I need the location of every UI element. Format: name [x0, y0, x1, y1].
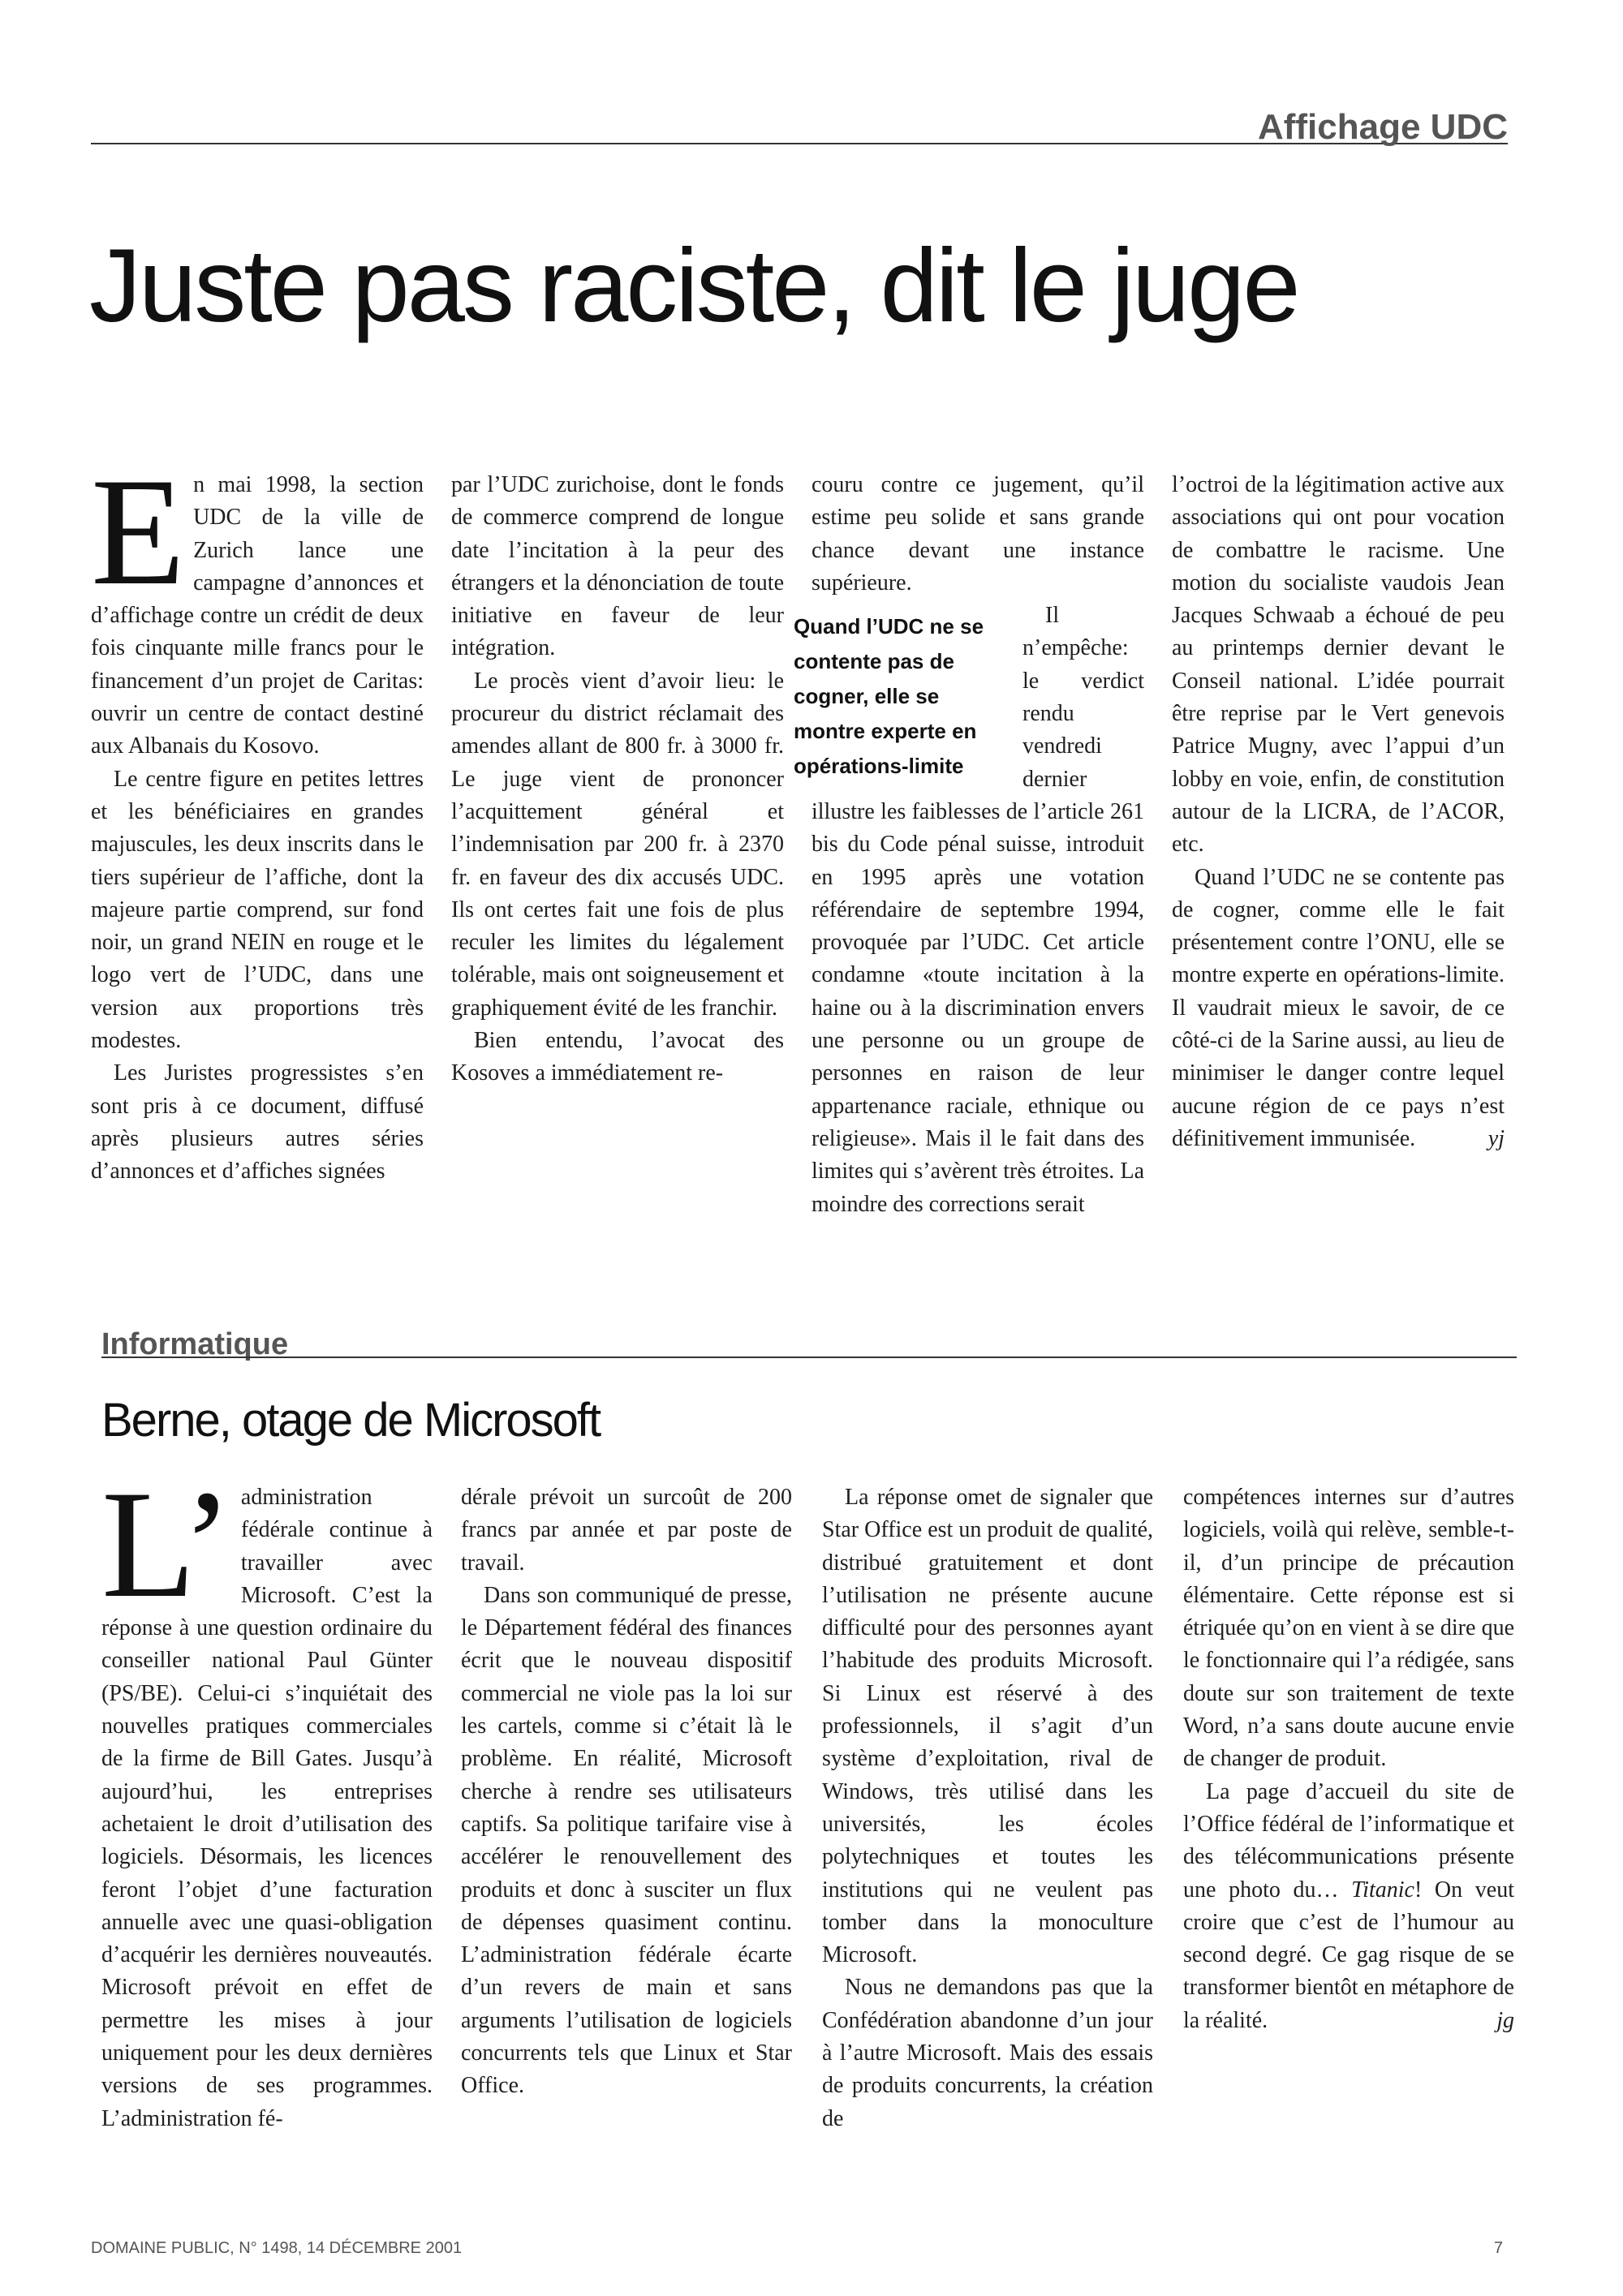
article2-title: Berne, otage de Microsoft: [101, 1394, 601, 1447]
article1-paragraph: Le centre figure en petites lettres et les bénéficiaires en grandes majuscules, les deux inscrits dans le tiers supérieur de l’affiche, dont la majeure partie comprend, sur fond noir, un grand NEIN en rouge et le logo vert de l’UDC, dans une version aux proportions très modestes.: [91, 766, 424, 1054]
article1-title: Juste pas raciste, dit le juge: [89, 228, 1298, 344]
article1-column-2: [451, 469, 784, 1090]
section-label-affichage: Affichage UDC: [1257, 107, 1508, 147]
article2-paragraph: Dans son communiqué de presse, le Département fédéral des finances écrit que le nouveau dispositif commercial ne viole pas la loi sur les cartels, comme si c’était là le problème. En réalité, Microsoft cherche à rendre ses utilisateurs captifs. Sa politique tarifaire vise à accélérer le renouvellement des produits et donc à susciter un flux de dépenses quasiment continu. L’administration fédérale écarte d’un revers de main et sans arguments l’utilisation de logiciels concurrents tels que Linux et Star Office.: [461, 1582, 792, 2099]
article1-paragraph: Le procès vient d’avoir lieu: le procureur du district réclamait des amendes allant de 800 fr. à 3000 fr. Le juge vient de prononcer l’acquittement général et l’indemnisation par 200 fr. à 2370 fr. en faveur des dix accusés UDC. Ils ont certes fait une fois de plus reculer les limites du légalement tolérable, mais ont soigneusement et graphiquement évité de les franchir.: [451, 668, 784, 1021]
article1-column-4: [1172, 469, 1505, 1155]
article2-column-2: [461, 1481, 792, 2103]
article2-paragraph: La page d’accueil du site de l’Office fédéral de l’informatique et des télécommunications présente une photo du… Titanic! On veut croire que c’est de l’humour au second degré. Ce gag risque de se transformer bientôt en métaphore de la réalité. jg: [1183, 1776, 1514, 2037]
pull-quote: Quand l’UDC ne se contente pas de cogner, elle se montre experte en opérations-limite: [794, 614, 984, 779]
article1-paragraph: par l’UDC zurichoise, dont le fonds de commerce comprend de longue date l’incitation à la peur des étrangers et la dénonciation de toute initiative en faveur de leur intégration.: [451, 472, 784, 661]
article1-paragraph: l’octroi de la légitimation active aux associations qui ont pour vocation de combattre le racisme. Une motion du socialiste vaudois Jean Jacques Schwaab a échoué de peu au printemps dernier devant le Conseil national. L’idée pourrait être reprise par le Vert genevois Patrice Mugny, avec l’appui d’un lobby en voie, enfin, de constitution autour de la LICRA, de l’ACOR, etc.: [1172, 472, 1505, 858]
article1-paragraph: Les Juristes progressistes s’en sont pris à ce document, diffusé après plusieurs autres séries d’annonces et d’affiches signées: [91, 1060, 424, 1185]
author-signature: jg: [1496, 2007, 1514, 2033]
article2-paragraph: compétences internes sur d’autres logiciels, voilà qui relève, semble-t-il, d’un principe de précaution élémentaire. Cette réponse est si étriquée qu’on en vient à se dire que le fonctionnaire qui l’a rédigée, sans doute sur son traitement de texte Word, n’a sans doute aucune envie de changer de produit.: [1183, 1485, 1514, 1772]
article2-paragraph: La réponse omet de signaler que Star Office est un produit de qualité, distribué gratuitement et dont l’utilisation ne présente aucune difficulté pour des personnes ayant l’habitude des produits Microsoft. Si Linux est réservé à des professionnels, il s’agit d’un système d’exploitation, rival de Windows, très utilisé dans les universités, les écoles polytechniques et toutes les institutions qui ne veulent pas tomber dans la monoculture Microsoft.: [822, 1485, 1153, 1968]
footer-publication: DOMAINE PUBLIC, N° 1498, 14 DÉCEMBRE 2001: [91, 2239, 463, 2257]
article1-paragraph: Bien entendu, l’avocat des Kosoves a immédiatement re-: [451, 1028, 784, 1086]
page-number: 7: [1493, 2239, 1503, 2257]
section-rule: [101, 1357, 1517, 1358]
article1-paragraph: En mai 1998, la section UDC de la ville de Zurich lance une campagne d’annonces et d’affichage contre un crédit de deux fois cinquante mille francs pour le financement d’un projet de Caritas: ouvrir un centre de contact destiné aux Albanais du Kosovo.: [91, 447, 424, 759]
article2-column-3: [822, 1481, 1153, 2135]
article1-paragraph: couru contre ce jugement, qu’il estime peu solide et sans grande chance devant une instance supérieure.: [812, 472, 1144, 595]
article1-column-1: [91, 447, 424, 1189]
article1-paragraph: Il n’empêche: le verdict rendu vendredi dernier illustre les faiblesses de l’article 261 bis du Code pénal suisse, introduit en 1995 après une votation référendaire de septembre 1994, provoquée par l’UDC. Cet article condamne «toute incitation à la haine ou à la discrimination envers une personne ou un groupe de personnes en raison de leur appartenance raciale, ethnique ou religieuse». Mais il le fait dans des limites qui s’avèrent très étroites. La moindre des corrections serait: [812, 603, 1144, 1217]
drop-cap: L’: [101, 1460, 233, 1630]
article2-column-1: [101, 1460, 433, 2135]
author-signature: yj: [1487, 1125, 1505, 1151]
article2-paragraph: Nous ne demandons pas que la Confédération abandonne d’un jour à l’autre Microsoft. Mais des essais de produits concurrents, la création de: [822, 1975, 1153, 2131]
article1-paragraph: Quand l’UDC ne se contente pas de cogner, comme elle le fait présentement contre l’ONU, elle se montre experte en opérations-limite. Il vaudrait mieux le savoir, de ce côté-ci de la Sarine aussi, au lieu de minimiser le danger contre lequel aucune région de ce pays n’est définitivement immunisée. yj: [1172, 862, 1505, 1156]
article1-column-3: [794, 469, 1144, 1221]
drop-cap: E: [91, 447, 186, 617]
section-label-informatique: Informatique: [101, 1327, 289, 1361]
article2-column-4: [1183, 1481, 1514, 2037]
article2-paragraph: L’ administration fédérale continue à travailler avec Microsoft. C’est la réponse à une question ordinaire du conseiller national Paul Günter (PS/BE). Celui-ci s’inquiétait des nouvelles pratiques commerciales de la firme de Bill Gates. Jusqu’à aujourd’hui, les entreprises achetaient le droit d’utilisation des logiciels. Désormais, les licences feront l’objet d’une facturation annuelle avec une quasi-obligation d’acquérir les dernières nouveautés. Microsoft prévoit en effet de permettre les mises à jour uniquement pour les deux dernières versions de ses programmes. L’administration fé-: [101, 1460, 433, 2131]
article2-paragraph: dérale prévoit un surcoût de 200 francs par année et par poste de travail.: [461, 1485, 792, 1576]
